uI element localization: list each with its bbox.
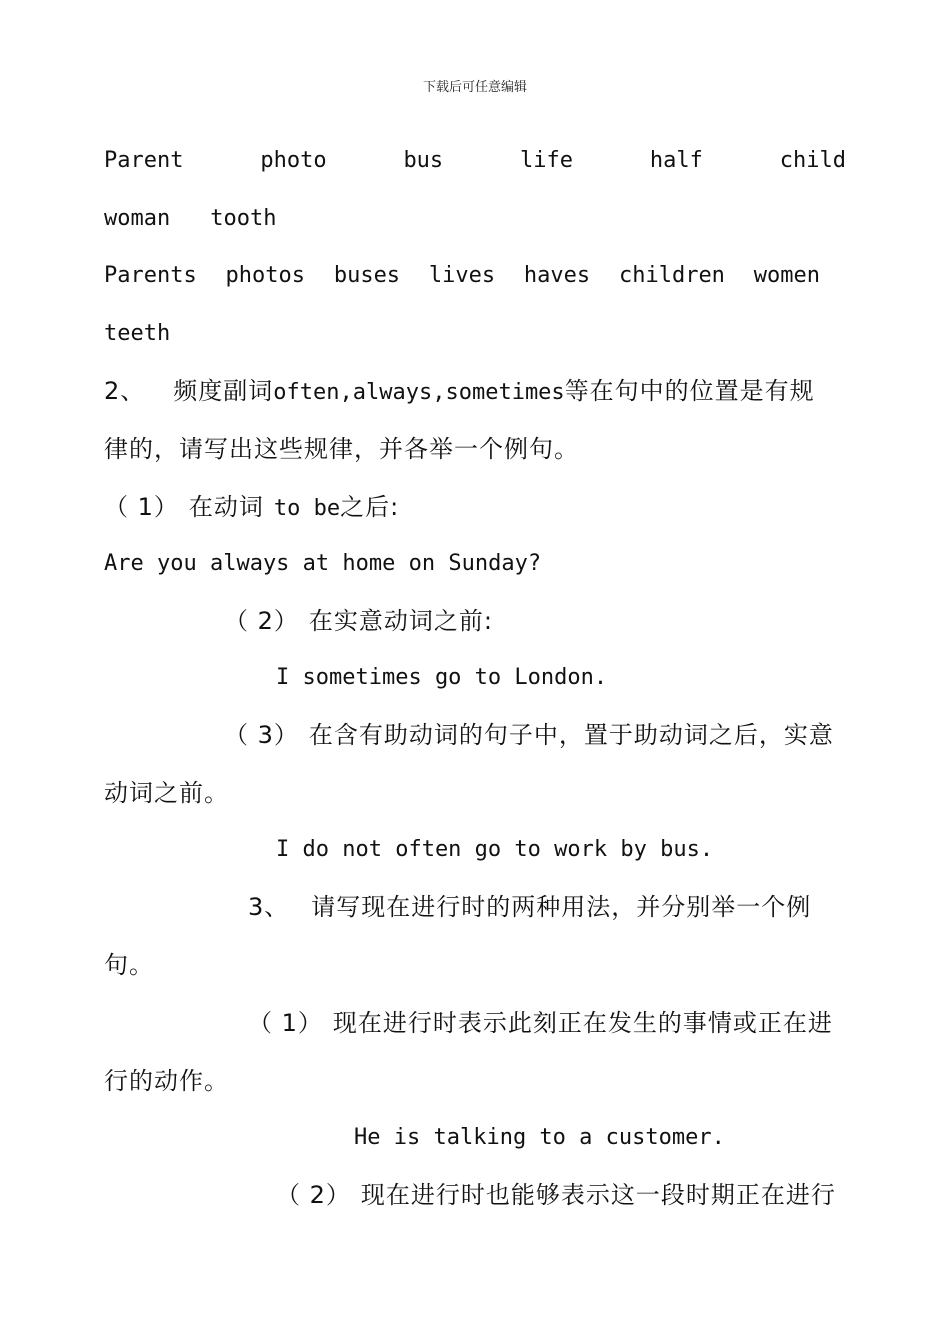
q3-usage-2 (276, 1175, 846, 1215)
q2-rule-2-example: I sometimes go to London. (276, 665, 608, 690)
word: children (618, 263, 725, 288)
rule-text: 在动词 (188, 493, 264, 521)
word: Parents (104, 263, 197, 288)
page-header: 下载后可任意编辑 (422, 80, 527, 95)
word: life (520, 148, 574, 173)
rule-code: to be (273, 496, 341, 521)
q3-text: 请写现在进行时的两种用法，并分别举一个例 (311, 893, 812, 921)
word: child (779, 148, 846, 173)
word: bus (403, 148, 444, 173)
word: photos (225, 263, 306, 288)
q2-adverbs: often,always,sometimes (273, 380, 565, 405)
q2-rule-1-example: Are you always at home on Sunday? (104, 551, 542, 576)
word: Parent (104, 148, 184, 173)
word: teeth (104, 321, 171, 346)
q2-line-2: 律的，请写出这些规律，并各举一个例句。 (104, 435, 579, 463)
q3-line-1 (248, 887, 846, 927)
word: women (753, 263, 820, 288)
q2-text-a: 频度副词 (173, 377, 274, 405)
singular-words-row-2 (104, 199, 846, 239)
rule-text: 在实意动词之前: (308, 607, 493, 635)
rule-text: 在含有助动词的句子中，置于助动词之后，实意 (308, 721, 834, 749)
q3-number: 3、 (248, 893, 290, 921)
word: photo (260, 148, 327, 173)
usage-text: 现在进行时表示此刻正在发生的事情或正在进 (332, 1009, 833, 1037)
rule-label: （ 2） (224, 607, 299, 635)
q3-usage-1-example: He is talking to a customer. (354, 1125, 725, 1150)
q2-rule-1 (104, 487, 846, 527)
word: buses (333, 263, 401, 288)
q3-usage-1-cont: 行的动作。 (104, 1067, 229, 1095)
q2-line-1 (104, 371, 846, 411)
rule-label: （ 1） (104, 493, 179, 521)
q2-rule-2 (224, 601, 846, 641)
plural-words-row (104, 256, 820, 296)
word: woman (104, 206, 171, 231)
q2-number: 2、 (104, 377, 146, 405)
rule-label: （ 3） (224, 721, 299, 749)
plural-words-row-2 (104, 314, 846, 354)
word: haves (523, 263, 591, 288)
q2-rule-3-cont: 动词之前。 (104, 779, 229, 807)
word: half (649, 148, 703, 173)
usage-text: 现在进行时也能够表示这一段时期正在进行 (360, 1181, 836, 1209)
q2-rule-3-example: I do not often go to work by bus. (276, 837, 714, 862)
usage-label: （ 2） (276, 1181, 351, 1209)
singular-words-row (104, 141, 846, 181)
q3-usage-1 (248, 1003, 846, 1043)
word: tooth (210, 206, 277, 231)
usage-label: （ 1） (248, 1009, 323, 1037)
q2-text-b: 等在句中的位置是有规 (564, 377, 815, 405)
word: lives (428, 263, 496, 288)
rule-text: 之后: (340, 493, 400, 521)
q2-rule-3 (224, 715, 846, 755)
q3-line-2: 句。 (104, 951, 154, 979)
